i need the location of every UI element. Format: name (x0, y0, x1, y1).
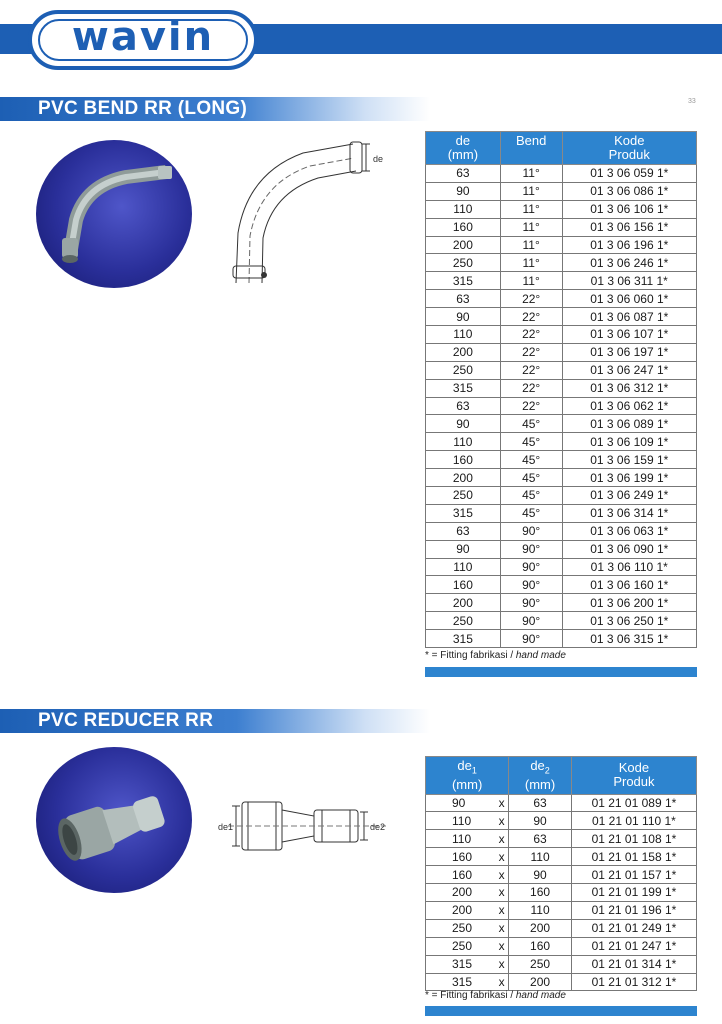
bend-cell-de: 160 (426, 576, 501, 594)
reducer-table-footer-strip (425, 1006, 697, 1016)
table-row (426, 272, 697, 290)
reducer-cell-de2: 63 (509, 794, 572, 812)
table-row (426, 469, 697, 487)
reducer-header-de1: $de_1$ (mm) (426, 757, 509, 795)
reducer-cell-x: x (495, 919, 509, 937)
table-row (426, 290, 697, 308)
reducer-cell-kode: 01 21 01 110 1* (571, 812, 696, 830)
table-row (426, 884, 697, 902)
bend-cell-de: 160 (426, 218, 501, 236)
bend-spec-table (425, 131, 697, 648)
table-row (426, 165, 697, 183)
bend-header-bend: Bend (500, 132, 562, 165)
table-row (426, 901, 697, 919)
reducer-cell-kode: 01 21 01 199 1* (571, 884, 696, 902)
bend-cell-angle: 22° (500, 343, 562, 361)
bend-cell-kode: 01 3 06 246 1* (562, 254, 696, 272)
reducer-cell-de2: 63 (509, 830, 572, 848)
reducer-cell-de1: 110 (426, 830, 496, 848)
bend-cell-kode: 01 3 06 109 1* (562, 433, 696, 451)
reducer-cell-de1: 250 (426, 919, 496, 937)
reducer-cell-de2: 110 (509, 901, 572, 919)
bend-cell-kode: 01 3 06 060 1* (562, 290, 696, 308)
table-row (426, 830, 697, 848)
table-row (426, 558, 697, 576)
table-row (426, 919, 697, 937)
table-row (426, 594, 697, 612)
bend-cell-kode: 01 3 06 086 1* (562, 182, 696, 200)
bend-table-header (426, 132, 697, 165)
reducer-cell-de1: 200 (426, 901, 496, 919)
reducer-fitting-icon (36, 747, 192, 893)
bend-cell-kode: 01 3 06 247 1* (562, 361, 696, 379)
bend-section-title: PVC BEND RR (LONG) (38, 98, 248, 119)
reducer-cell-de2: 110 (509, 848, 572, 866)
bend-cell-de: 90 (426, 182, 501, 200)
reducer-cell-de2: 90 (509, 866, 572, 884)
reducer-cell-x: x (495, 812, 509, 830)
bend-cell-de: 250 (426, 612, 501, 630)
logo-text: wavin (71, 14, 215, 60)
bend-cell-de: 250 (426, 487, 501, 505)
reducer-cell-de2: 160 (509, 884, 572, 902)
bend-cell-angle: 45° (500, 415, 562, 433)
reducer-cell-x: x (495, 866, 509, 884)
reducer-cell-kode: 01 21 01 312 1* (571, 973, 696, 991)
table-row (426, 955, 697, 973)
bend-cell-kode: 01 3 06 106 1* (562, 200, 696, 218)
reducer-cell-kode: 01 21 01 314 1* (571, 955, 696, 973)
reducer-cell-kode: 01 21 01 089 1* (571, 794, 696, 812)
bend-cell-kode: 01 3 06 199 1* (562, 469, 696, 487)
reducer-cell-x: x (495, 830, 509, 848)
bend-cell-angle: 90° (500, 594, 562, 612)
table-row (426, 433, 697, 451)
reducer-cell-kode: 01 21 01 158 1* (571, 848, 696, 866)
reducer-cell-kode: 01 21 01 249 1* (571, 919, 696, 937)
bend-cell-de: 200 (426, 236, 501, 254)
bend-cell-de: 160 (426, 451, 501, 469)
reducer-technical-drawing (218, 796, 396, 862)
table-row (426, 522, 697, 540)
reducer-cell-de2: 200 (509, 973, 572, 991)
reducer-drawing-label-de1: de1 (218, 822, 234, 832)
table-row (426, 236, 697, 254)
bend-cell-de: 315 (426, 272, 501, 290)
reducer-cell-de1: 110 (426, 812, 496, 830)
table-row (426, 848, 697, 866)
bend-cell-angle: 90° (500, 558, 562, 576)
bend-cell-angle: 90° (500, 612, 562, 630)
bend-cell-kode: 01 3 06 159 1* (562, 451, 696, 469)
reducer-cell-x: x (495, 937, 509, 955)
table-row (426, 379, 697, 397)
bend-header-kode: Kode Produk (562, 132, 696, 165)
table-row (426, 361, 697, 379)
bend-cell-kode: 01 3 06 200 1* (562, 594, 696, 612)
reducer-cell-de1: 315 (426, 955, 496, 973)
reducer-cell-de1: 315 (426, 973, 496, 991)
bend-cell-kode: 01 3 06 087 1* (562, 308, 696, 326)
bend-cell-de: 200 (426, 343, 501, 361)
bend-cell-angle: 22° (500, 326, 562, 344)
bend-cell-de: 90 (426, 415, 501, 433)
bend-cell-kode: 01 3 06 196 1* (562, 236, 696, 254)
bend-cell-kode: 01 3 06 089 1* (562, 415, 696, 433)
bend-footnote: * = Fitting fabrikasi / hand made (425, 650, 566, 661)
reducer-cell-de1: 160 (426, 866, 496, 884)
reducer-cell-x: x (495, 884, 509, 902)
reducer-cell-de2: 160 (509, 937, 572, 955)
bend-cell-angle: 11° (500, 272, 562, 290)
reducer-cell-de1: 250 (426, 937, 496, 955)
bend-cell-kode: 01 3 06 312 1* (562, 379, 696, 397)
bend-cell-kode: 01 3 06 156 1* (562, 218, 696, 236)
table-row (426, 343, 697, 361)
bend-cell-de: 63 (426, 397, 501, 415)
table-row (426, 487, 697, 505)
bend-cell-kode: 01 3 06 107 1* (562, 326, 696, 344)
reducer-header-kode: Kode Produk (571, 757, 696, 795)
reducer-table-header (426, 757, 697, 795)
bend-cell-angle: 22° (500, 379, 562, 397)
bend-cell-angle: 22° (500, 397, 562, 415)
reducer-cell-de1: 200 (426, 884, 496, 902)
table-row (426, 794, 697, 812)
bend-cell-kode: 01 3 06 062 1* (562, 397, 696, 415)
bend-cell-de: 110 (426, 200, 501, 218)
bend-cell-kode: 01 3 06 197 1* (562, 343, 696, 361)
reducer-spec-table (425, 756, 697, 991)
reducer-cell-x: x (495, 794, 509, 812)
bend-cell-de: 250 (426, 254, 501, 272)
reducer-section-header (0, 709, 430, 733)
reducer-cell-de1: 90 (426, 794, 496, 812)
bend-cell-de: 63 (426, 522, 501, 540)
table-row (426, 254, 697, 272)
bend-cell-angle: 90° (500, 576, 562, 594)
table-row (426, 415, 697, 433)
table-row (426, 397, 697, 415)
bend-cell-angle: 22° (500, 361, 562, 379)
bend-cell-kode: 01 3 06 249 1* (562, 487, 696, 505)
bend-cell-kode: 01 3 06 063 1* (562, 522, 696, 540)
bend-cell-de: 315 (426, 504, 501, 522)
reducer-drawing-label-de2: de2 (370, 822, 386, 832)
reducer-cell-kode: 01 21 01 157 1* (571, 866, 696, 884)
bend-cell-angle: 45° (500, 487, 562, 505)
bend-cell-de: 200 (426, 469, 501, 487)
bend-drawing-label: de (373, 154, 384, 164)
reducer-footnote: * = Fitting fabrikasi / hand made (425, 990, 566, 1001)
table-row (426, 218, 697, 236)
reducer-section-title: PVC REDUCER RR (38, 710, 214, 731)
reducer-cell-kode: 01 21 01 108 1* (571, 830, 696, 848)
table-row (426, 576, 697, 594)
table-row (426, 812, 697, 830)
reducer-product-photo (36, 747, 192, 893)
table-row (426, 612, 697, 630)
table-row (426, 540, 697, 558)
bend-cell-angle: 11° (500, 236, 562, 254)
table-row (426, 937, 697, 955)
bend-cell-angle: 22° (500, 308, 562, 326)
bend-cell-angle: 11° (500, 254, 562, 272)
bend-cell-angle: 45° (500, 451, 562, 469)
bend-cell-kode: 01 3 06 160 1* (562, 576, 696, 594)
bend-cell-kode: 01 3 06 090 1* (562, 540, 696, 558)
bend-cell-de: 315 (426, 630, 501, 648)
reducer-cell-x: x (495, 955, 509, 973)
bend-cell-kode: 01 3 06 311 1* (562, 272, 696, 290)
bend-cell-de: 90 (426, 540, 501, 558)
bend-cell-angle: 90° (500, 522, 562, 540)
bend-cell-kode: 01 3 06 315 1* (562, 630, 696, 648)
bend-cell-angle: 90° (500, 540, 562, 558)
bend-cell-angle: 45° (500, 469, 562, 487)
reducer-cell-kode: 01 21 01 247 1* (571, 937, 696, 955)
reducer-header-de2: $de_2$ (mm) (509, 757, 572, 795)
bend-pipe-icon (36, 140, 192, 288)
bend-cell-angle: 45° (500, 433, 562, 451)
reducer-cell-de1: 160 (426, 848, 496, 866)
table-row (426, 200, 697, 218)
wavin-logo (28, 10, 258, 70)
bend-section-header (0, 97, 430, 121)
bend-cell-kode: 01 3 06 059 1* (562, 165, 696, 183)
bend-table-footer-strip (425, 667, 697, 677)
bend-cell-angle: 90° (500, 630, 562, 648)
bend-cell-de: 110 (426, 326, 501, 344)
table-row (426, 326, 697, 344)
bend-cell-de: 315 (426, 379, 501, 397)
table-row (426, 973, 697, 991)
reducer-cell-x: x (495, 848, 509, 866)
reducer-cell-kode: 01 21 01 196 1* (571, 901, 696, 919)
table-row (426, 308, 697, 326)
bend-cell-angle: 11° (500, 165, 562, 183)
bend-cell-de: 200 (426, 594, 501, 612)
reducer-cell-x: x (495, 901, 509, 919)
bend-cell-de: 110 (426, 558, 501, 576)
bend-cell-de: 63 (426, 165, 501, 183)
bend-cell-angle: 22° (500, 290, 562, 308)
bend-cell-kode: 01 3 06 110 1* (562, 558, 696, 576)
bend-cell-de: 63 (426, 290, 501, 308)
table-row (426, 630, 697, 648)
bend-cell-kode: 01 3 06 314 1* (562, 504, 696, 522)
bend-cell-de: 90 (426, 308, 501, 326)
page-number: 33 (688, 98, 696, 105)
bend-cell-de: 250 (426, 361, 501, 379)
bend-cell-de: 110 (426, 433, 501, 451)
table-row (426, 451, 697, 469)
bend-cell-angle: 45° (500, 504, 562, 522)
reducer-cell-x: x (495, 973, 509, 991)
bend-cell-kode: 01 3 06 250 1* (562, 612, 696, 630)
bend-cell-angle: 11° (500, 200, 562, 218)
bend-cell-angle: 11° (500, 218, 562, 236)
table-row (426, 504, 697, 522)
reducer-cell-de2: 250 (509, 955, 572, 973)
reducer-cell-de2: 90 (509, 812, 572, 830)
bend-technical-drawing (228, 138, 398, 290)
table-row (426, 182, 697, 200)
table-row (426, 866, 697, 884)
reducer-cell-de2: 200 (509, 919, 572, 937)
bend-header-de: de (mm) (426, 132, 501, 165)
bend-cell-angle: 11° (500, 182, 562, 200)
bend-product-photo (36, 140, 192, 288)
